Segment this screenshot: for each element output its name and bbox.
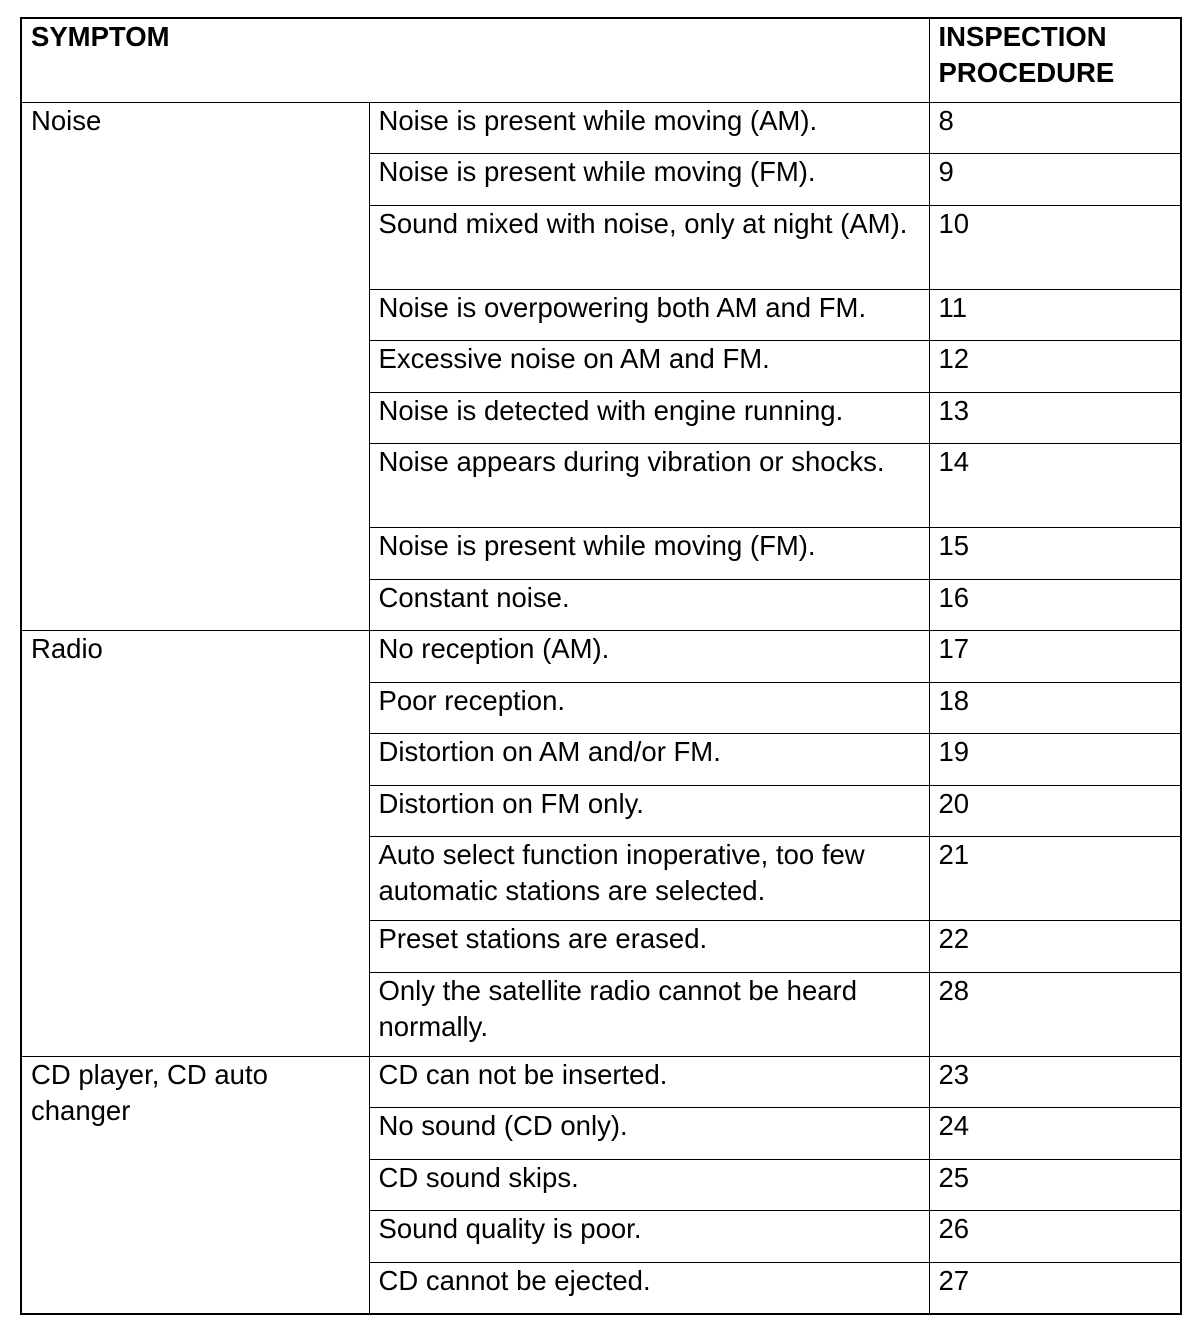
- symptom-cell: CD cannot be ejected.: [369, 1262, 929, 1314]
- symptom-cell: CD can not be inserted.: [369, 1056, 929, 1108]
- symptom-cell: Only the satellite radio cannot be heard normally.: [369, 972, 929, 1056]
- procedure-cell: 21: [929, 837, 1181, 921]
- procedure-cell: 11: [929, 289, 1181, 341]
- procedure-cell: 8: [929, 102, 1181, 154]
- symptom-cell: Distortion on AM and/or FM.: [369, 734, 929, 786]
- procedure-cell: 14: [929, 444, 1181, 528]
- symptom-cell: Noise is present while moving (FM).: [369, 528, 929, 580]
- table-row: [21, 102, 1181, 154]
- procedure-cell: 12: [929, 341, 1181, 393]
- procedure-cell: 17: [929, 631, 1181, 683]
- procedure-cell: 10: [929, 205, 1181, 289]
- symptom-cell: Distortion on FM only.: [369, 785, 929, 837]
- symptom-cell: Noise is present while moving (AM).: [369, 102, 929, 154]
- header-row: [21, 18, 1181, 102]
- table-row: [21, 1056, 1181, 1108]
- symptom-table: [20, 17, 1182, 1315]
- symptom-cell: Sound quality is poor.: [369, 1211, 929, 1263]
- symptom-cell: No reception (AM).: [369, 631, 929, 683]
- category-cd-player: CD player, CD auto changer: [21, 1056, 369, 1314]
- procedure-cell: 26: [929, 1211, 1181, 1263]
- symptom-cell: Noise is detected with engine running.: [369, 392, 929, 444]
- symptom-cell: Preset stations are erased.: [369, 921, 929, 973]
- procedure-cell: 24: [929, 1108, 1181, 1160]
- procedure-cell: 16: [929, 579, 1181, 631]
- symptom-cell: Noise appears during vibration or shocks.: [369, 444, 929, 528]
- procedure-cell: 20: [929, 785, 1181, 837]
- symptom-cell: Auto select function inoperative, too few automatic stations are selected.: [369, 837, 929, 921]
- category-noise: Noise: [21, 102, 369, 631]
- header-symptom: SYMPTOM: [21, 18, 929, 102]
- header-inspection-line2: PROCEDURE: [938, 57, 1115, 88]
- procedure-cell: 28: [929, 972, 1181, 1056]
- symptom-table-sheet: [20, 17, 1180, 1315]
- procedure-cell: 19: [929, 734, 1181, 786]
- symptom-cell: Constant noise.: [369, 579, 929, 631]
- procedure-cell: 25: [929, 1159, 1181, 1211]
- symptom-cell: Noise is overpowering both AM and FM.: [369, 289, 929, 341]
- procedure-cell: 15: [929, 528, 1181, 580]
- header-inspection-procedure: [929, 18, 1181, 102]
- symptom-cell: Sound mixed with noise, only at night (AM).: [369, 205, 929, 289]
- procedure-cell: 13: [929, 392, 1181, 444]
- symptom-cell: CD sound skips.: [369, 1159, 929, 1211]
- symptom-cell: No sound (CD only).: [369, 1108, 929, 1160]
- symptom-cell: Noise is present while moving (FM).: [369, 154, 929, 206]
- procedure-cell: 23: [929, 1056, 1181, 1108]
- symptom-cell: Excessive noise on AM and FM.: [369, 341, 929, 393]
- table-row: [21, 631, 1181, 683]
- procedure-cell: 18: [929, 682, 1181, 734]
- procedure-cell: 27: [929, 1262, 1181, 1314]
- procedure-cell: 22: [929, 921, 1181, 973]
- category-radio: Radio: [21, 631, 369, 1057]
- header-inspection-line1: INSPECTION: [938, 21, 1107, 52]
- procedure-cell: 9: [929, 154, 1181, 206]
- symptom-cell: Poor reception.: [369, 682, 929, 734]
